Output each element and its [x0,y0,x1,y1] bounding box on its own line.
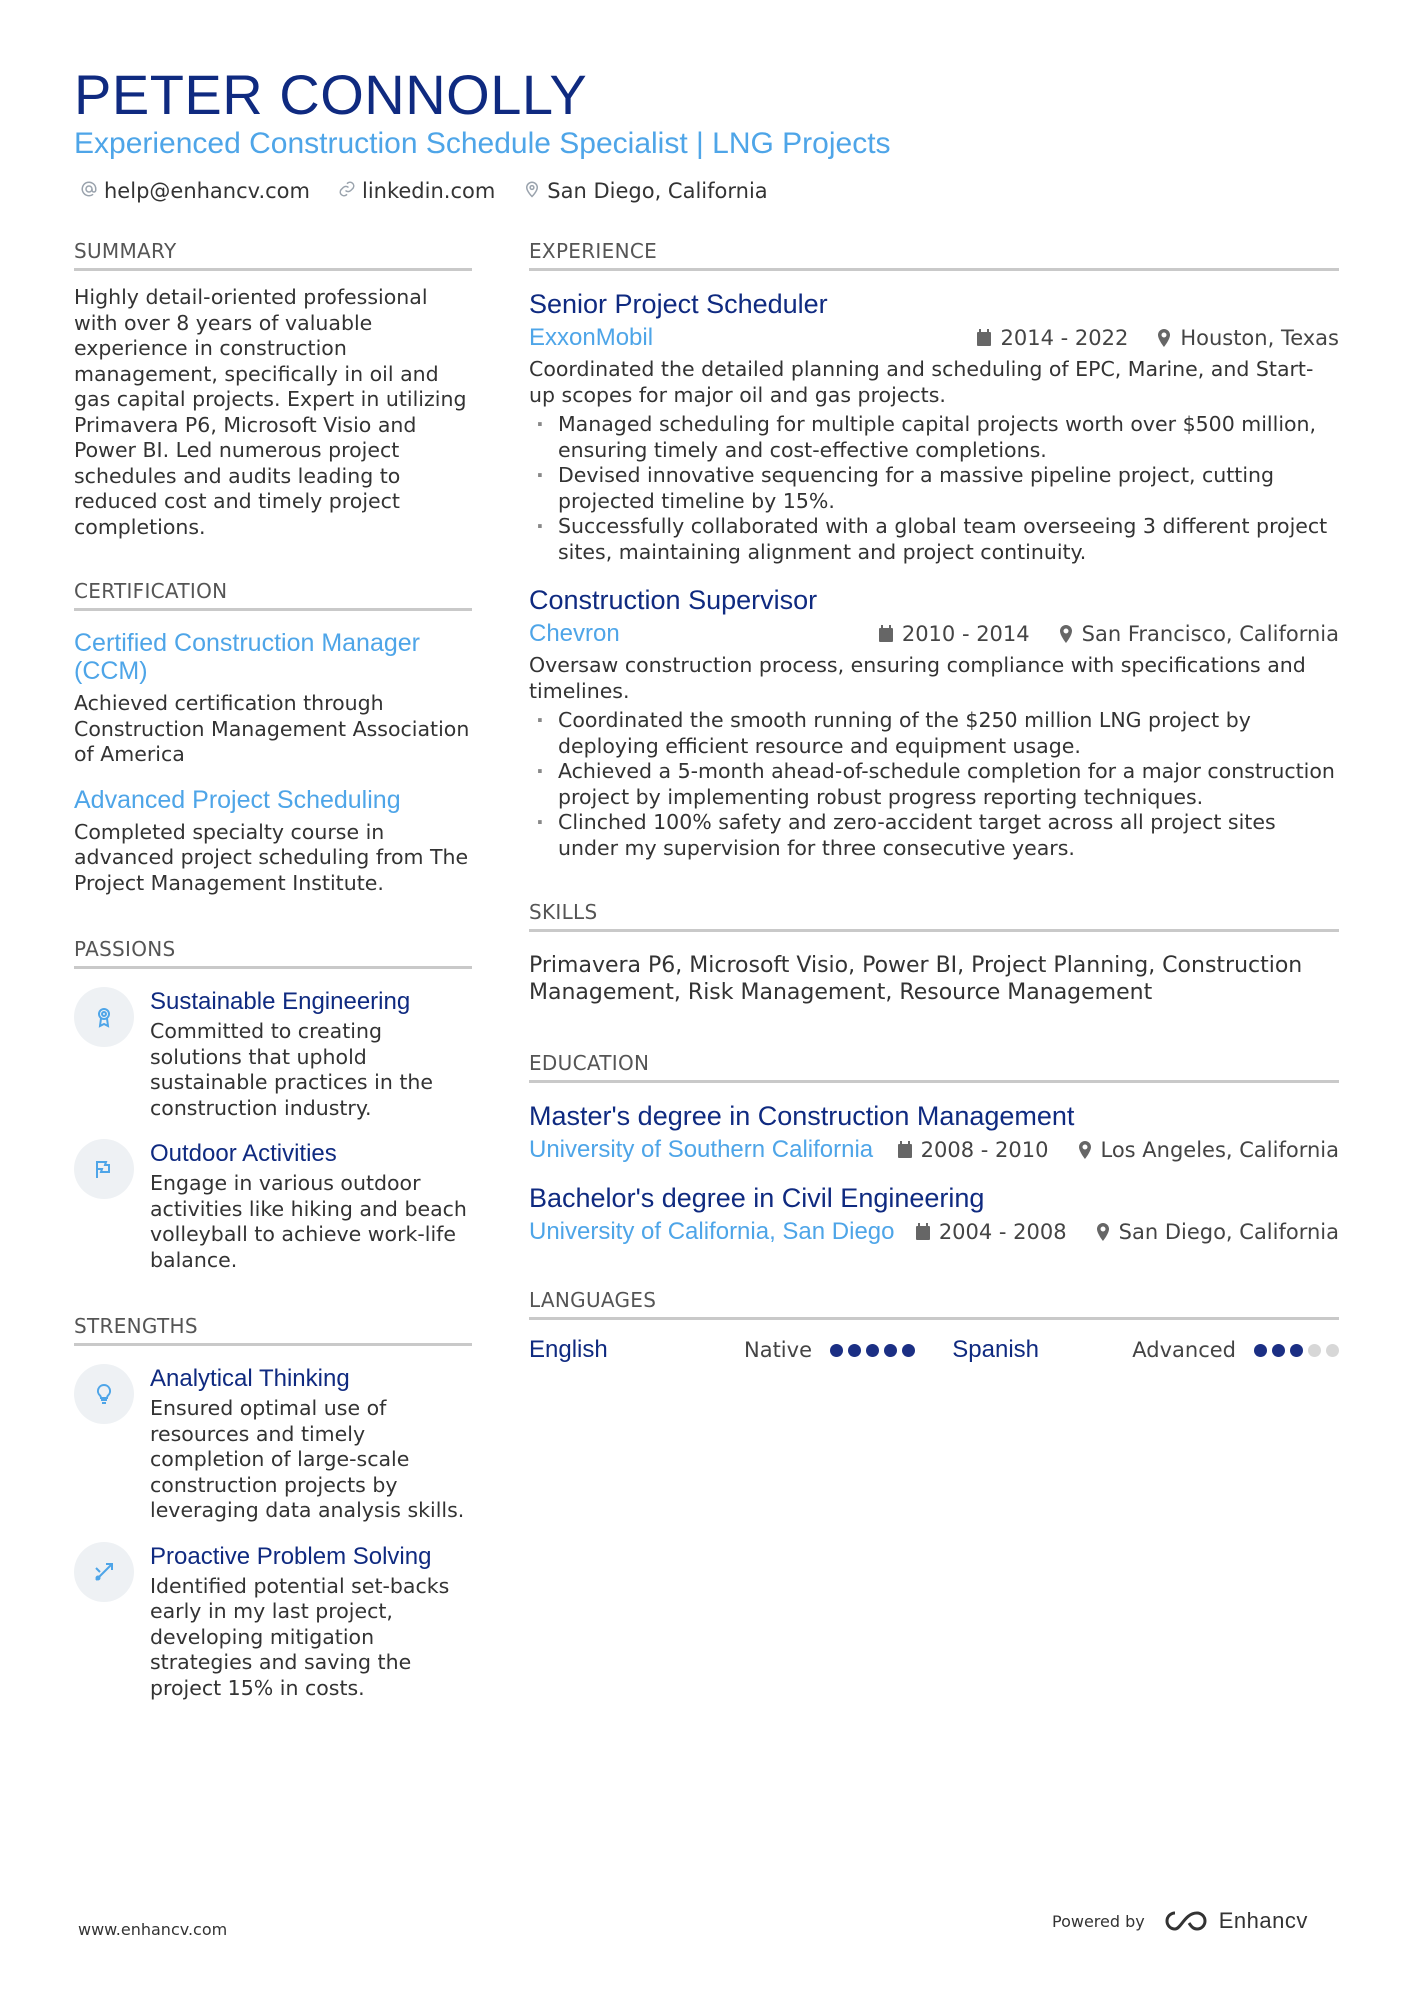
contact-email[interactable] [80,176,310,206]
rating-dot-filled [1254,1344,1267,1357]
passion-name: Sustainable Engineering [150,988,411,1015]
education-location: Los Angeles, California [1100,1138,1339,1162]
job-description: Oversaw construction process, ensuring compliance with specifications and timelines. [529,653,1306,703]
certification-heading: CERTIFICATION [74,576,472,611]
job-location: Houston, Texas [1180,326,1339,350]
job-location: San Francisco, California [1081,622,1339,646]
rating-dot-filled [848,1344,861,1357]
passion-item [74,1139,472,1273]
job-bullet: · Achieved a 5-month ahead-of-schedule completion for a major construction project by implementing robust progress reporting techniques. [529,759,1339,810]
powered-by-text: Powered by [1052,1911,1145,1931]
certification-item [74,629,472,768]
certification-desc: Completed specialty course in advanced project scheduling from The Project Management Institute. [74,819,469,895]
language-level: Native [744,1338,812,1362]
right-column [529,236,1339,1364]
education-dates: 2004 - 2008 [938,1220,1067,1244]
job-bullet: · Managed scheduling for multiple capital projects worth over $500 million, ensuring timely and cost-effective completions. [529,412,1339,463]
rating-dot-empty [1308,1344,1321,1357]
education-meta-right [897,1138,1339,1162]
calendar-icon [897,1141,913,1159]
education-school: University of California, San Diego [529,1218,895,1245]
strength-name: Proactive Problem Solving [150,1542,432,1570]
skills-heading: SKILLS [529,897,1339,932]
education-location: San Diego, California [1118,1220,1339,1244]
location-pin-icon [1156,329,1172,347]
strength-item [74,1364,472,1524]
brand-logo[interactable] [1163,1908,1308,1934]
job-company: ExxonMobil [529,324,654,351]
language-rating [830,1344,915,1357]
languages-heading: LANGUAGES [529,1285,1339,1320]
contact-location-text: San Diego, California [547,179,768,203]
education-dates-wrap [915,1220,1067,1244]
passion-desc: Committed to creating solutions that uphold sustainable practices in the construction industry. [150,1019,433,1120]
passions-section [74,934,472,1273]
job-entry [529,287,1339,565]
footer-branding [1052,1908,1308,1934]
summary-section [74,236,472,540]
job-bullet: · Successfully collaborated with a global team overseeing 3 different project sites, maintaining alignment and project continuity. [529,514,1339,565]
strength-name: Analytical Thinking [150,1365,350,1392]
education-dates: 2008 - 2010 [920,1138,1049,1162]
languages-section [529,1285,1339,1364]
experience-heading: EXPERIENCE [529,236,1339,271]
strength-desc: Ensured optimal use of resources and timely completion of large-scale construction projects by leveraging data analysis skills. [150,1396,465,1522]
job-bullets [529,708,1339,861]
strengths-section [74,1311,472,1701]
job-title: Senior Project Scheduler [529,289,828,319]
job-meta-right [976,326,1339,350]
job-dates-wrap [976,326,1128,350]
location-pin-icon [1058,625,1074,643]
passion-name: Outdoor Activities [150,1140,337,1167]
passions-heading: PASSIONS [74,934,472,969]
location-pin-icon [1095,1223,1111,1241]
skills-text: Primavera P6, Microsoft Visio, Power BI, Project Planning, Construction Management, Risk Management, Resource Management [529,953,1303,1005]
language-name: Spanish [952,1336,1039,1363]
certification-desc: Achieved certification through Construction Management Association of America [74,691,470,766]
passion-item [74,987,472,1121]
calendar-icon [976,329,992,347]
strength-item [74,1542,472,1702]
education-entry [529,1181,1339,1247]
certification-section [74,576,472,896]
language-item [529,1336,952,1364]
rating-dot-filled [1290,1344,1303,1357]
job-bullet: · Devised innovative sequencing for a massive pipeline project, cutting projected timeline by 15%. [529,463,1339,514]
award-icon [74,987,134,1047]
rating-dot-filled [1272,1344,1285,1357]
job-entry [529,583,1339,861]
location-pin-icon [1077,1141,1093,1159]
job-location-wrap [1156,326,1339,350]
job-bullets [529,412,1339,565]
contact-location [523,176,767,206]
strengths-heading: STRENGTHS [74,1311,472,1346]
languages-row [529,1336,1339,1364]
left-column [74,236,472,1701]
rating-dot-empty [1326,1344,1339,1357]
education-location-wrap [1077,1138,1340,1162]
job-meta-right [878,622,1339,646]
contact-email-text: help@enhancv.com [104,179,310,203]
education-meta [529,1135,1339,1165]
rating-dot-filled [830,1344,843,1357]
job-company: Chevron [529,620,620,647]
rating-dot-filled [902,1344,915,1357]
calendar-icon [915,1223,931,1241]
strength-desc: Identified potential set-backs early in my last project, developing mitigation strategies and saving the project 15% in costs. [150,1573,450,1700]
summary-heading: SUMMARY [74,236,472,271]
contact-linkedin-text: linkedin.com [361,179,496,203]
calendar-icon [878,625,894,643]
job-bullet: · Clinched 100% safety and zero-accident target across all project sites under my supervision for three consecutive years. [529,810,1339,861]
certification-item [74,786,472,897]
job-location-wrap [1058,622,1339,646]
education-meta [529,1217,1339,1247]
certification-name: Advanced Project Scheduling [74,785,401,814]
education-location-wrap [1095,1220,1339,1244]
job-title: Construction Supervisor [529,585,818,615]
education-heading: EDUCATION [529,1048,1339,1083]
rating-dot-filled [866,1344,879,1357]
brand-name: Enhancv [1218,1908,1308,1933]
infinity-logo-icon [1163,1908,1209,1934]
language-rating [1254,1344,1339,1357]
language-name: English [529,1336,608,1363]
job-description: Coordinated the detailed planning and scheduling of EPC, Marine, and Start-up scopes for major oil and gas projects. [529,357,1314,407]
language-item [952,1336,1339,1364]
candidate-name: PETER CONNOLLY [74,63,588,126]
job-bullet: · Coordinated the smooth running of the $250 million LNG project by deploying efficient resource and equipment usage. [529,708,1339,759]
job-meta [529,323,1339,353]
flag-icon [74,1139,134,1199]
education-entry [529,1099,1339,1165]
link-icon [338,176,356,206]
job-dates: 2014 - 2022 [1000,326,1129,350]
certification-name: Certified Construction Manager (CCM) [74,629,420,685]
education-degree: Master's degree in Construction Management [529,1101,1075,1131]
experience-section [529,236,1339,861]
solve-icon [74,1542,134,1602]
education-section [529,1048,1339,1247]
footer-website[interactable]: www.enhancv.com [78,1920,228,1939]
contact-linkedin[interactable] [338,176,495,206]
education-school: University of Southern California [529,1136,874,1163]
at-icon [80,176,98,206]
location-icon [523,176,541,206]
job-dates-wrap [878,622,1030,646]
job-meta [529,619,1339,649]
education-degree: Bachelor's degree in Civil Engineering [529,1183,985,1213]
lightbulb-icon [74,1364,134,1424]
education-dates-wrap [897,1138,1049,1162]
contact-bar [80,176,768,206]
passion-desc: Engage in various outdoor activities like hiking and beach volleyball to achieve work-life balance. [150,1171,467,1272]
skills-section [529,897,1339,1006]
job-dates: 2010 - 2014 [901,622,1030,646]
language-level: Advanced [1132,1338,1236,1362]
candidate-headline: Experienced Construction Schedule Specialist | LNG Projects [74,127,891,160]
summary-text: Highly detail-oriented professional with over 8 years of valuable experience in construction management, specifically in oil and gas capital projects. Expert in utilizing Primavera P6, Microsoft Visio and Power BI. Led numerous project schedules and audits leading to reduced cost and timely project completions. [74,285,467,539]
education-meta-right [915,1220,1339,1244]
rating-dot-filled [884,1344,897,1357]
